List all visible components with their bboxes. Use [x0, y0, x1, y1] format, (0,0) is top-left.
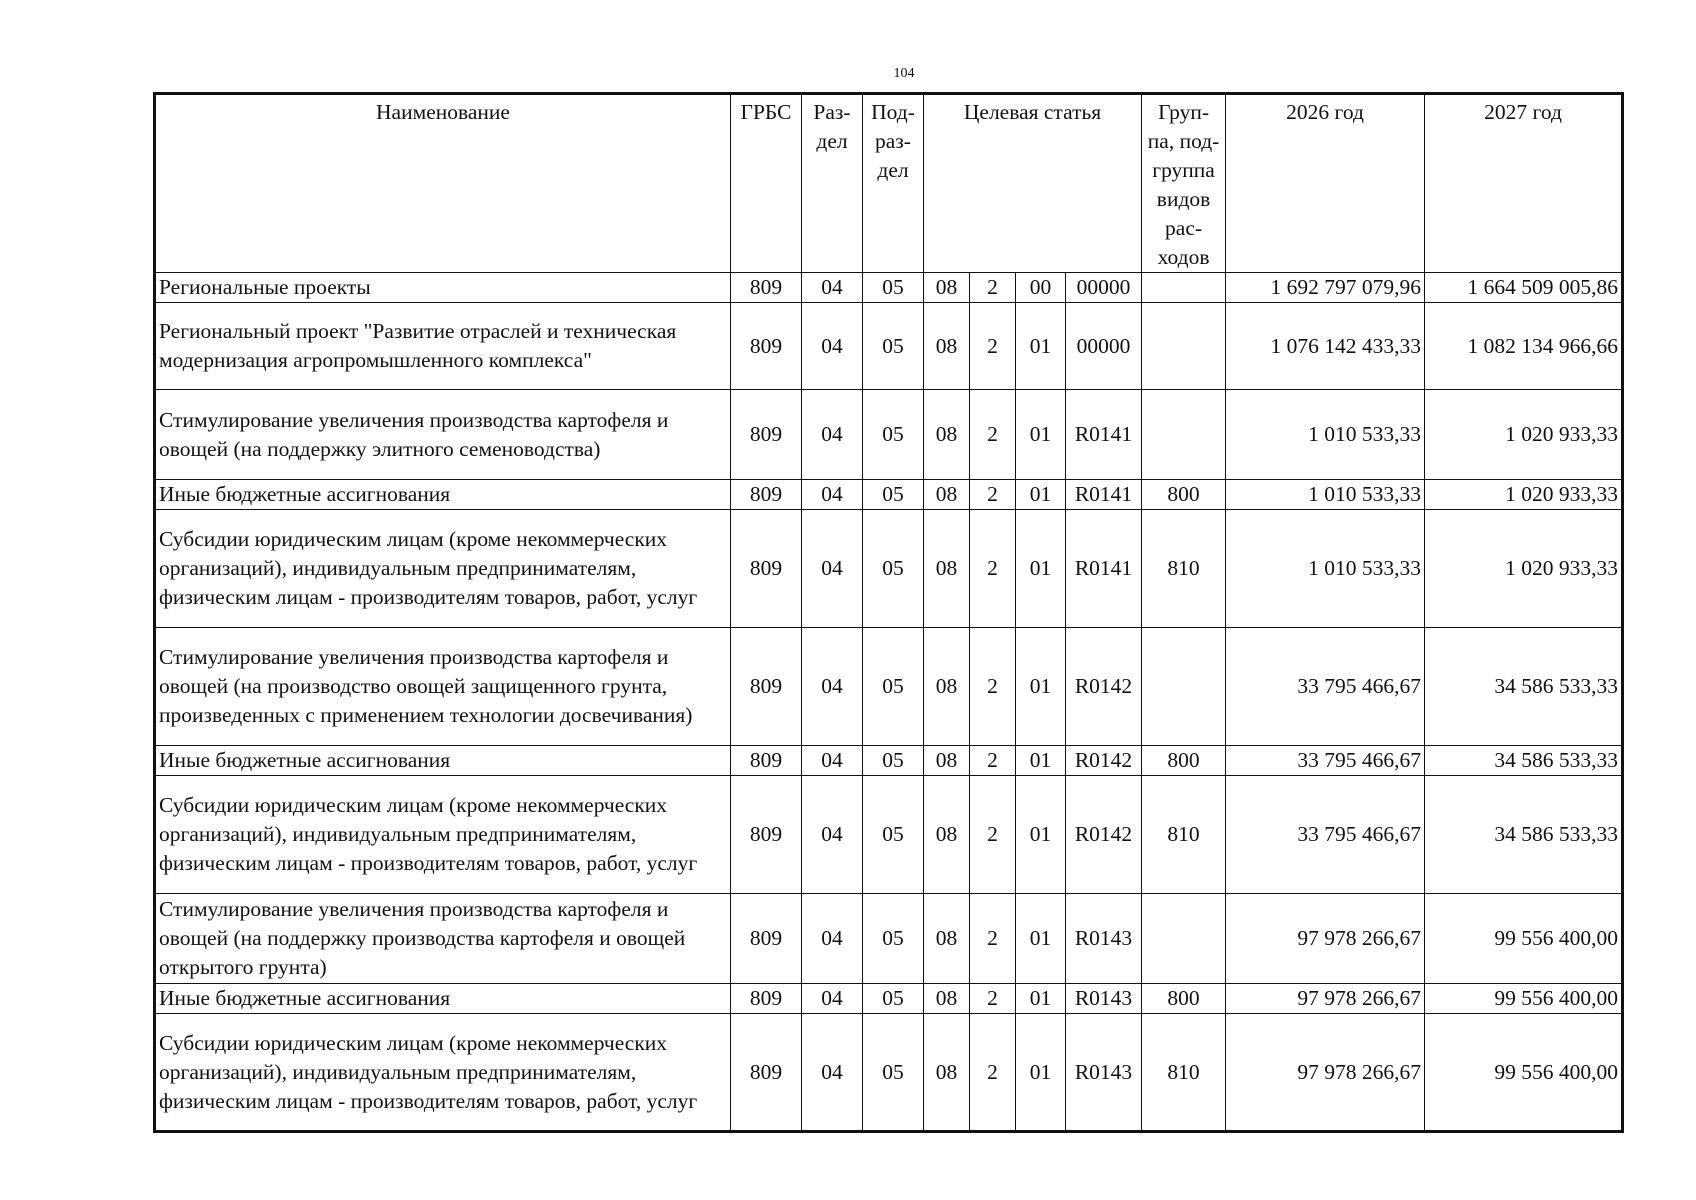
cell-2026: 97 978 266,67	[1226, 1014, 1425, 1132]
cell-grbs: 809	[731, 894, 802, 984]
cell-podrazdel: 05	[863, 303, 924, 390]
table-row	[155, 894, 1623, 984]
cell-target-1: 08	[924, 1014, 970, 1132]
cell-razdel: 04	[802, 303, 863, 390]
cell-expense-group	[1142, 273, 1226, 303]
cell-target-2: 2	[970, 480, 1016, 510]
cell-grbs: 809	[731, 390, 802, 480]
cell-podrazdel: 05	[863, 746, 924, 776]
cell-2027: 34 586 533,33	[1425, 776, 1623, 894]
cell-expense-group: 800	[1142, 746, 1226, 776]
cell-2026: 97 978 266,67	[1226, 984, 1425, 1014]
cell-target-4: R0142	[1066, 746, 1142, 776]
cell-target-4: R0142	[1066, 628, 1142, 746]
cell-2026: 97 978 266,67	[1226, 894, 1425, 984]
cell-podrazdel: 05	[863, 776, 924, 894]
cell-target-1: 08	[924, 510, 970, 628]
cell-name: Региональный проект "Развитие отраслей и техническая модернизация агропромышленного комплекса"	[155, 303, 731, 390]
header-podrazdel: Под- раз- дел	[863, 94, 924, 273]
cell-2026: 1 076 142 433,33	[1226, 303, 1425, 390]
cell-target-1: 08	[924, 776, 970, 894]
cell-target-1: 08	[924, 628, 970, 746]
cell-target-3: 01	[1016, 628, 1066, 746]
cell-grbs: 809	[731, 746, 802, 776]
table-row	[155, 273, 1623, 303]
cell-name: Стимулирование увеличения производства картофеля и овощей (на поддержку производства картофеля и овощей открытого грунта)	[155, 894, 731, 984]
cell-podrazdel: 05	[863, 390, 924, 480]
cell-podrazdel: 05	[863, 628, 924, 746]
cell-target-1: 08	[924, 984, 970, 1014]
cell-razdel: 04	[802, 776, 863, 894]
cell-target-2: 2	[970, 1014, 1016, 1132]
budget-table	[153, 92, 1624, 1133]
cell-podrazdel: 05	[863, 984, 924, 1014]
header-name: Наименование	[155, 94, 731, 273]
table-row	[155, 510, 1623, 628]
cell-target-3: 00	[1016, 273, 1066, 303]
cell-podrazdel: 05	[863, 480, 924, 510]
table-row	[155, 1014, 1623, 1132]
cell-2026: 1 692 797 079,96	[1226, 273, 1425, 303]
cell-target-4: R0143	[1066, 894, 1142, 984]
cell-2027: 1 020 933,33	[1425, 480, 1623, 510]
cell-2027: 1 664 509 005,86	[1425, 273, 1623, 303]
cell-target-1: 08	[924, 303, 970, 390]
cell-name: Стимулирование увеличения производства картофеля и овощей (на поддержку элитного семеноводства)	[155, 390, 731, 480]
cell-target-3: 01	[1016, 303, 1066, 390]
cell-podrazdel: 05	[863, 894, 924, 984]
cell-2027: 1 082 134 966,66	[1425, 303, 1623, 390]
cell-2027: 99 556 400,00	[1425, 984, 1623, 1014]
cell-razdel: 04	[802, 510, 863, 628]
cell-target-2: 2	[970, 984, 1016, 1014]
cell-grbs: 809	[731, 984, 802, 1014]
cell-target-2: 2	[970, 776, 1016, 894]
table-row	[155, 390, 1623, 480]
cell-grbs: 809	[731, 273, 802, 303]
cell-2026: 1 010 533,33	[1226, 510, 1425, 628]
cell-name: Иные бюджетные ассигнования	[155, 746, 731, 776]
cell-grbs: 809	[731, 480, 802, 510]
cell-podrazdel: 05	[863, 273, 924, 303]
header-grbs: ГРБС	[731, 94, 802, 273]
table-row	[155, 303, 1623, 390]
table-header-row	[155, 94, 1623, 273]
cell-target-2: 2	[970, 746, 1016, 776]
cell-target-1: 08	[924, 746, 970, 776]
cell-target-1: 08	[924, 894, 970, 984]
cell-grbs: 809	[731, 303, 802, 390]
cell-expense-group: 810	[1142, 776, 1226, 894]
cell-target-3: 01	[1016, 480, 1066, 510]
cell-target-4: R0142	[1066, 776, 1142, 894]
cell-target-1: 08	[924, 273, 970, 303]
cell-target-2: 2	[970, 303, 1016, 390]
table-row	[155, 746, 1623, 776]
cell-2027: 99 556 400,00	[1425, 894, 1623, 984]
cell-2026: 33 795 466,67	[1226, 628, 1425, 746]
cell-2027: 99 556 400,00	[1425, 1014, 1623, 1132]
cell-2026: 33 795 466,67	[1226, 746, 1425, 776]
cell-expense-group: 800	[1142, 480, 1226, 510]
cell-razdel: 04	[802, 273, 863, 303]
cell-grbs: 809	[731, 510, 802, 628]
cell-2026: 1 010 533,33	[1226, 390, 1425, 480]
cell-expense-group: 800	[1142, 984, 1226, 1014]
cell-expense-group: 810	[1142, 1014, 1226, 1132]
cell-name: Субсидии юридическим лицам (кроме некоммерческих организаций), индивидуальным предпринимателям, физическим лицам - производителям товаров, работ, услуг	[155, 510, 731, 628]
cell-grbs: 809	[731, 628, 802, 746]
cell-razdel: 04	[802, 746, 863, 776]
header-year-2027: 2027 год	[1425, 94, 1623, 273]
cell-target-2: 2	[970, 390, 1016, 480]
cell-razdel: 04	[802, 628, 863, 746]
cell-2027: 1 020 933,33	[1425, 390, 1623, 480]
page-number: 104	[893, 66, 915, 81]
cell-name: Иные бюджетные ассигнования	[155, 480, 731, 510]
cell-grbs: 809	[731, 1014, 802, 1132]
cell-razdel: 04	[802, 390, 863, 480]
cell-2027: 1 020 933,33	[1425, 510, 1623, 628]
cell-razdel: 04	[802, 1014, 863, 1132]
cell-target-4: R0143	[1066, 984, 1142, 1014]
cell-2026: 33 795 466,67	[1226, 776, 1425, 894]
cell-expense-group	[1142, 628, 1226, 746]
cell-target-2: 2	[970, 273, 1016, 303]
table-row	[155, 776, 1623, 894]
cell-name: Иные бюджетные ассигнования	[155, 984, 731, 1014]
cell-expense-group	[1142, 303, 1226, 390]
cell-name: Субсидии юридическим лицам (кроме некоммерческих организаций), индивидуальным предпринимателям, физическим лицам - производителям товаров, работ, услуг	[155, 776, 731, 894]
table-body	[155, 273, 1623, 1132]
cell-2026: 1 010 533,33	[1226, 480, 1425, 510]
cell-target-2: 2	[970, 510, 1016, 628]
cell-grbs: 809	[731, 776, 802, 894]
cell-name: Субсидии юридическим лицам (кроме некоммерческих организаций), индивидуальным предпринимателям, физическим лицам - производителям товаров, работ, услуг	[155, 1014, 731, 1132]
cell-target-3: 01	[1016, 1014, 1066, 1132]
cell-expense-group	[1142, 894, 1226, 984]
cell-podrazdel: 05	[863, 510, 924, 628]
cell-target-4: R0141	[1066, 510, 1142, 628]
cell-name: Региональные проекты	[155, 273, 731, 303]
cell-target-4: R0141	[1066, 480, 1142, 510]
header-target-article: Целевая статья	[924, 94, 1142, 273]
cell-target-4: 00000	[1066, 273, 1142, 303]
cell-razdel: 04	[802, 984, 863, 1014]
cell-name: Стимулирование увеличения производства картофеля и овощей (на производство овощей защищенного грунта, произведенных с применением технологии досвечивания)	[155, 628, 731, 746]
header-razdel: Раз- дел	[802, 94, 863, 273]
cell-target-2: 2	[970, 628, 1016, 746]
cell-podrazdel: 05	[863, 1014, 924, 1132]
cell-target-3: 01	[1016, 894, 1066, 984]
cell-expense-group	[1142, 390, 1226, 480]
header-expense-group: Груп- па, под- группа видов рас- ходов	[1142, 94, 1226, 273]
cell-2027: 34 586 533,33	[1425, 628, 1623, 746]
cell-2027: 34 586 533,33	[1425, 746, 1623, 776]
cell-target-2: 2	[970, 894, 1016, 984]
cell-target-3: 01	[1016, 510, 1066, 628]
cell-target-3: 01	[1016, 776, 1066, 894]
table-row	[155, 984, 1623, 1014]
cell-target-4: 00000	[1066, 303, 1142, 390]
header-year-2026: 2026 год	[1226, 94, 1425, 273]
cell-razdel: 04	[802, 894, 863, 984]
cell-razdel: 04	[802, 480, 863, 510]
table-row	[155, 480, 1623, 510]
cell-target-1: 08	[924, 480, 970, 510]
cell-expense-group: 810	[1142, 510, 1226, 628]
cell-target-3: 01	[1016, 984, 1066, 1014]
cell-target-3: 01	[1016, 390, 1066, 480]
cell-target-1: 08	[924, 390, 970, 480]
cell-target-3: 01	[1016, 746, 1066, 776]
cell-target-4: R0143	[1066, 1014, 1142, 1132]
cell-target-4: R0141	[1066, 390, 1142, 480]
table-row	[155, 628, 1623, 746]
